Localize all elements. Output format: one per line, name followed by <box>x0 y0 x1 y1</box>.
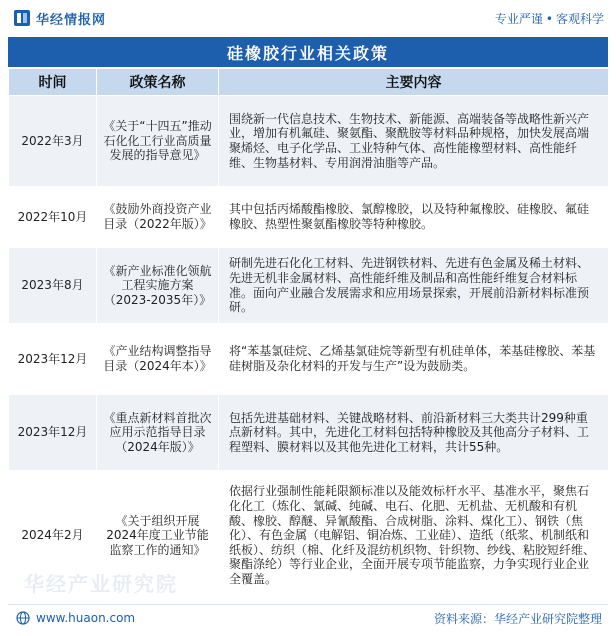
cell-policy-name: 《产业结构调整指导目录（2024年本）》 <box>97 324 219 395</box>
cell-content: 将“苯基氯硅烷、乙烯基氯硅烷等新型有机硅单体，苯基硅橡胶、苯基硅树脂及杂化材料的开发与生产”设为鼓励类。 <box>219 324 609 395</box>
site-link[interactable] <box>16 611 135 625</box>
table-row <box>9 471 609 601</box>
column-header-policy-name: 政策名称 <box>97 69 219 96</box>
cell-time: 2023年12月 <box>9 324 97 395</box>
table-row <box>9 96 609 187</box>
globe-icon <box>16 611 30 625</box>
slogan-separator: • <box>545 11 553 26</box>
cell-content: 研制先进石化化工材料、先进钢铁材料、先进有色金属及稀土材料、先进无机非金属材料、高性能纤维及制品和高性能纤维复合材料标准。面向产业融合发展需求和应用场景探索，开展前沿新材料标准预研。 <box>219 248 609 324</box>
table-row <box>9 395 609 471</box>
cell-content: 其中包括丙烯酸酯橡胶、氯醇橡胶，以及特种氟橡胶、硅橡胶、氟硅橡胶、热塑性聚氨酯橡胶等特种橡胶。 <box>219 187 609 248</box>
table-header-row <box>9 69 609 96</box>
site-url: www.huaon.com <box>36 611 136 625</box>
cell-policy-name: 《关于组织开展2024年度工业节能监察工作的通知》 <box>97 471 219 601</box>
cell-content: 围绕新一代信息技术、生物技术、新能源、高端装备等战略性新兴产业，增加有机氟硅、聚氨酯、聚酰胺等材料品种规格，加快发展高端聚烯烃、电子化学品、工业特种气体、高性能橡塑材料、高性能纤维、生物基材料、专用润滑油脂等产品。 <box>219 96 609 187</box>
cell-content: 包括先进基础材料、关键战略材料、前沿新材料三大类共计299种重点新材料。其中，先进化工材料包括特种橡胶及其他高分子材料、工程塑料、膜材料以及其他先进化工材料，共计55种。 <box>219 395 609 471</box>
data-source: 资料来源：华经产业研究院整理 <box>433 611 602 626</box>
column-header-time: 时间 <box>9 69 97 96</box>
table-row <box>9 324 609 395</box>
brand[interactable] <box>14 9 106 28</box>
cell-time: 2023年12月 <box>9 395 97 471</box>
slogan-right: 客观科学 <box>555 11 604 26</box>
table-title: 硅橡胶行业相关政策 <box>8 37 608 67</box>
cell-time: 2023年8月 <box>9 248 97 324</box>
table-row <box>9 248 609 324</box>
brand-name: 华经情报网 <box>36 12 107 28</box>
logo-icon <box>14 10 30 26</box>
slogan-left: 专业严谨 <box>494 11 543 26</box>
table-row <box>9 187 609 248</box>
cell-time: 2024年2月 <box>9 471 97 601</box>
cell-policy-name: 《鼓励外商投资产业目录（2022年版）》 <box>97 187 219 248</box>
cell-content: 依据行业强制性能耗限额标准以及能效标杆水平、基准水平，聚焦石化化工（炼化、氯碱、纯碱、电石、化肥、无机盐、无机酸和有机酸、橡胶、醇醚、异氰酸酯、合成树脂、涂料、煤化工）、钢铁（焦化）、有色金属（电解铝、铜冶炼、工业硅）、造纸（纸浆、机制纸和纸板）、纺织（棉、化纤及混纺机织物、针织物、纱线、粘胶短纤维、聚酯涤纶）等行业企业，全面开展专项节能监察，力争实现行业企业全覆盖。 <box>219 471 609 601</box>
cell-time: 2022年10月 <box>9 187 97 248</box>
cell-time: 2022年3月 <box>9 96 97 187</box>
cell-policy-name: 《关于“十四五”推动石化化工行业高质量发展的指导意见》 <box>97 96 219 187</box>
cell-policy-name: 《重点新材料首批次应用示范指导目录（2024年版）》 <box>97 395 219 471</box>
cell-policy-name: 《新产业标准化领航工程实施方案（2023-2035年）》 <box>97 248 219 324</box>
slogan <box>495 10 604 27</box>
policy-table <box>8 68 609 601</box>
top-bar <box>0 0 616 36</box>
column-header-content: 主要内容 <box>219 69 609 96</box>
footer <box>8 604 608 631</box>
